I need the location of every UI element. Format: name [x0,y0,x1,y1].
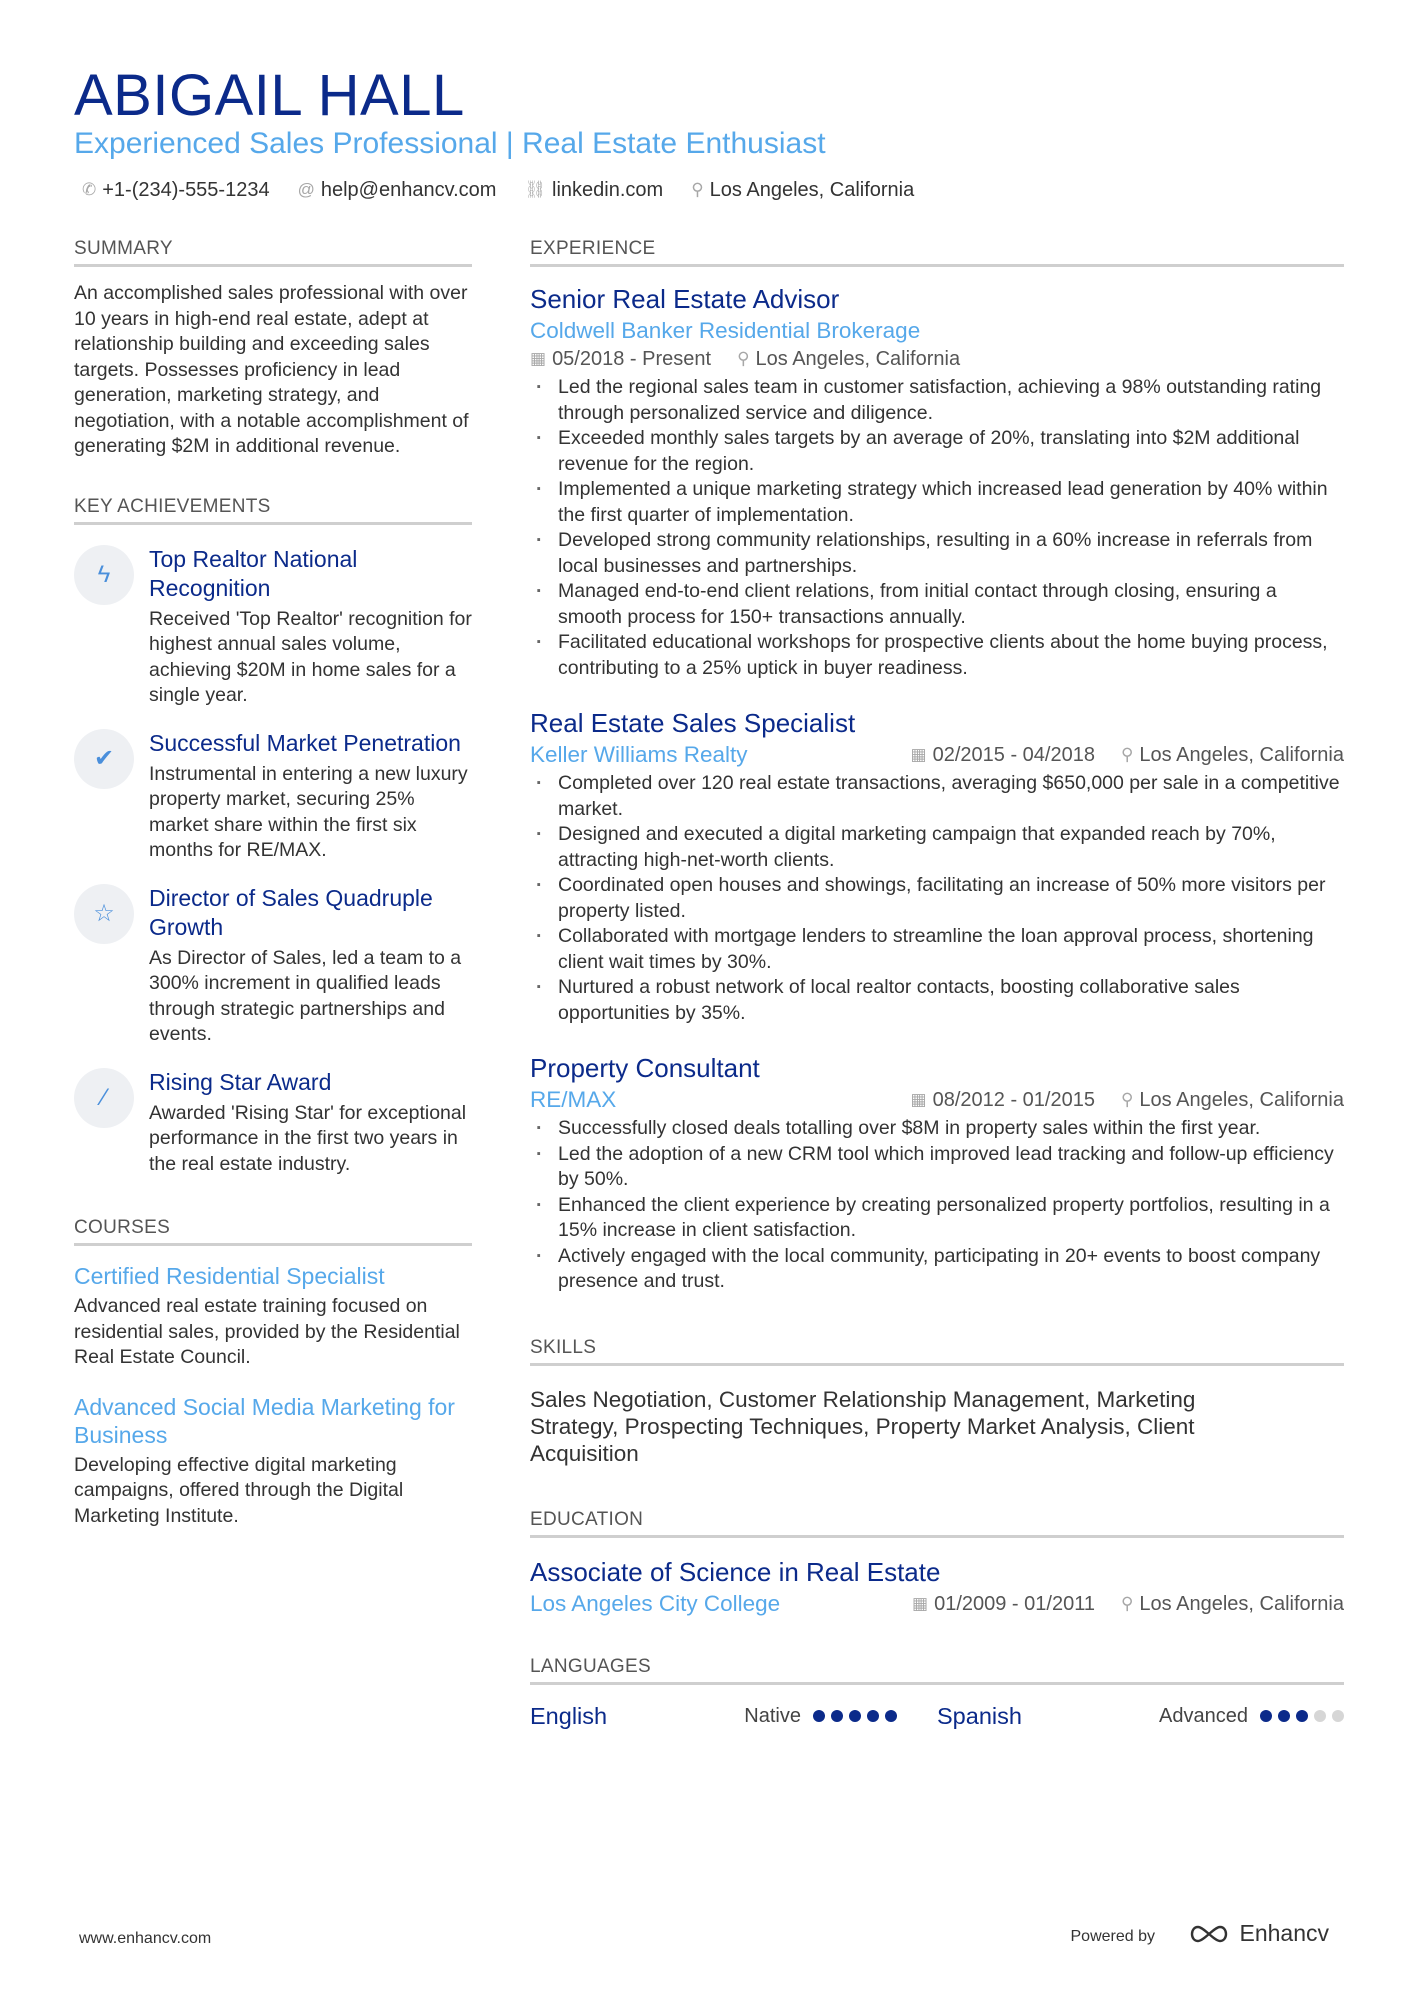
language-item [937,1703,1344,1730]
candidate-name: ABIGAIL HALL [74,63,465,128]
education-meta [912,1590,1344,1618]
job-entry [530,283,1344,681]
education-heading: EDUCATION [530,1507,1344,1538]
list-item: · Implemented a unique marketing strategy which increased lead generation by 40% within the first quarter of implementation. [530,477,1344,528]
job-location: ⚲ Los Angeles, California [1121,1086,1344,1114]
languages-heading: LANGUAGES [530,1654,1344,1685]
courses-heading: COURSES [74,1215,472,1246]
contact-bar [82,176,914,204]
job-title: Property Consultant [530,1053,760,1083]
list-item: · Collaborated with mortgage lenders to streamline the loan approval process, shortening client wait times by 30%. [530,924,1344,975]
language-item [530,1703,937,1730]
list-item: · Actively engaged with the local community, participating in 20+ events to boost company presence and trust. [530,1244,1344,1295]
education-entry [530,1556,1344,1618]
course-desc: Advanced real estate training focused on residential sales, provided by the Residential Real Estate Council. [74,1295,460,1368]
rating-dot-filled [885,1710,897,1722]
achievement-title: Successful Market Penetration [149,729,461,756]
education-dates: ▦ 01/2009 - 01/2011 [912,1590,1095,1618]
course-item [74,1262,472,1371]
location-pin-icon: ⚲ [737,349,750,368]
language-rating [813,1710,897,1722]
summary-text: An accomplished sales professional with over 10 years in high-end real estate, adept at relationship building and exceeding sales targets. Possesses proficiency in lead generation, marketing strategy, and negotiation, with a notable accomplishment of generating $2M in additional revenue. [74,282,469,457]
achievement-desc: Instrumental in entering a new luxury property market, securing 25% market share within the first six months for RE/MAX. [149,762,468,861]
achievement-desc: As Director of Sales, led a team to a 300% increment in qualified leads through strategic partnerships and events. [149,946,462,1045]
list-item: · Led the adoption of a new CRM tool which improved lead tracking and follow-up efficiency by 50%. [530,1142,1344,1193]
achievement-title: Top Realtor National Recognition [149,545,358,601]
list-item: · Coordinated open houses and showings, facilitating an increase of 50% more visitors per property listed. [530,873,1344,924]
job-bullets [530,375,1344,681]
calendar-icon: ▦ [912,1593,929,1613]
contact-phone[interactable]: ✆ +1-(234)-555-1234 [82,176,270,204]
link-icon: ⛓ [524,180,547,199]
rating-dot-empty [1314,1710,1326,1722]
list-item: · Enhanced the client experience by creating personalized property portfolios, resulting in a 15% increase in client satisfaction. [530,1193,1344,1244]
experience-heading: EXPERIENCE [530,236,1344,267]
rating-dot-filled [813,1710,825,1722]
language-name: Spanish [937,1702,1022,1729]
phone-icon: ✆ [82,180,97,199]
brand-logo[interactable] [1187,1920,1329,1947]
language-rating [1260,1710,1344,1722]
job-meta [911,741,1344,769]
star-icon: ☆ [74,884,134,944]
list-item: · Successfully closed deals totalling over $8M in property sales within the first year. [530,1116,1344,1142]
left-column [74,236,472,1529]
magic-wand-icon: ⁄ [74,1068,134,1128]
list-item: · Nurtured a robust network of local realtor contacts, boosting collaborative sales opportunities by 35%. [530,975,1344,1026]
achievement-title: Director of Sales Quadruple Growth [149,884,433,940]
course-item [74,1393,472,1530]
list-item: · Developed strong community relationships, resulting in a 60% increase in referrals from local businesses and partnerships. [530,528,1344,579]
job-dates: ▦ 02/2015 - 04/2018 [911,741,1095,769]
rating-dot-empty [1332,1710,1344,1722]
language-level: Advanced [1159,1704,1248,1727]
list-item: · Facilitated educational workshops for prospective clients about the home buying process, contributing to a 25% uptick in buyer readiness. [530,630,1344,681]
powered-by-label: Powered by [1070,1928,1155,1945]
rating-dot-filled [831,1710,843,1722]
job-title: Real Estate Sales Specialist [530,708,856,738]
course-desc: Developing effective digital marketing campaigns, offered through the Digital Marketing Institute. [74,1453,404,1527]
course-title: Certified Residential Specialist [74,1263,385,1289]
location-pin-icon: ⚲ [691,180,704,199]
contact-linkedin[interactable]: ⛓ linkedin.com [524,176,663,204]
rating-dot-filled [849,1710,861,1722]
list-item: · Managed end-to-end client relations, from initial contact through closing, ensuring a smooth process for 150+ transactions annually. [530,579,1344,630]
course-title: Advanced Social Media Marketing for Business [74,1393,455,1448]
achievement-item [74,729,472,864]
job-location: ⚲ Los Angeles, California [737,345,960,373]
job-company: Coldwell Banker Residential Brokerage [530,318,921,343]
job-meta [530,345,1344,373]
achievement-title: Rising Star Award [149,1068,332,1095]
achievement-item [74,545,472,709]
job-entry [530,707,1344,1026]
check-icon: ✔ [74,729,134,789]
calendar-icon: ▦ [530,349,547,368]
achievement-item [74,1068,472,1178]
achievement-desc: Received 'Top Realtor' recognition for highest annual sales volume, achieving $20M in home sales for a single year. [149,607,472,706]
brand-name: Enhancv [1239,1920,1329,1946]
job-dates: ▦ 05/2018 - Present [530,345,711,373]
summary-heading: SUMMARY [74,236,472,267]
achievement-item [74,884,472,1048]
job-bullets [530,1116,1344,1295]
bolt-icon: ϟ [74,545,134,605]
skills-heading: SKILLS [530,1335,1344,1366]
education-location: ⚲ Los Angeles, California [1121,1590,1344,1618]
list-item: · Completed over 120 real estate transactions, averaging $650,000 per sale in a competitive market. [530,771,1344,822]
right-column [530,236,1344,1730]
location-pin-icon: ⚲ [1120,1593,1134,1613]
contact-location: ⚲ Los Angeles, California [691,176,914,204]
job-company: RE/MAX [530,1087,617,1112]
footer-url[interactable]: www.enhancv.com [79,1930,212,1947]
language-level: Native [744,1704,801,1727]
rating-dot-filled [1260,1710,1272,1722]
infinity-logo-icon [1187,1923,1231,1945]
location-pin-icon: ⚲ [1120,745,1134,764]
calendar-icon: ▦ [910,745,927,764]
rating-dot-filled [1296,1710,1308,1722]
languages-list [530,1703,1344,1730]
skills-text: Sales Negotiation, Customer Relationship Management, Marketing Strategy, Prospecting Techniques, Property Market Analysis, Client Acquisition [530,1386,1196,1466]
education-degree: Associate of Science in Real Estate [530,1556,941,1587]
list-item: · Led the regional sales team in customer satisfaction, achieving a 98% outstanding rating through personalized service and diligence. [530,375,1344,426]
job-title: Senior Real Estate Advisor [530,284,840,314]
list-item: · Designed and executed a digital marketing campaign that expanded reach by 70%, attracting high-net-worth clients. [530,822,1344,873]
contact-email[interactable]: @ help@enhancv.com [298,176,497,204]
calendar-icon: ▦ [910,1090,927,1109]
achievements-heading: KEY ACHIEVEMENTS [74,494,472,525]
rating-dot-filled [1278,1710,1290,1722]
location-pin-icon: ⚲ [1120,1090,1134,1109]
job-entry [530,1052,1344,1295]
rating-dot-filled [867,1710,879,1722]
job-bullets [530,771,1344,1026]
job-location: ⚲ Los Angeles, California [1121,741,1344,769]
candidate-title: Experienced Sales Professional | Real Estate Enthusiast [74,127,826,160]
language-name: English [530,1702,608,1729]
education-school: Los Angeles City College [530,1590,781,1616]
list-item: · Exceeded monthly sales targets by an average of 20%, translating into $2M additional revenue for the region. [530,426,1344,477]
job-dates: ▦ 08/2012 - 01/2015 [911,1086,1095,1114]
achievements-list [74,545,472,1178]
achievement-desc: Awarded 'Rising Star' for exceptional performance in the first two years in the real estate industry. [149,1101,467,1175]
at-icon: @ [297,180,315,199]
job-company: Keller Williams Realty [530,742,748,767]
resume-page [74,0,1344,1995]
job-meta [911,1086,1344,1114]
